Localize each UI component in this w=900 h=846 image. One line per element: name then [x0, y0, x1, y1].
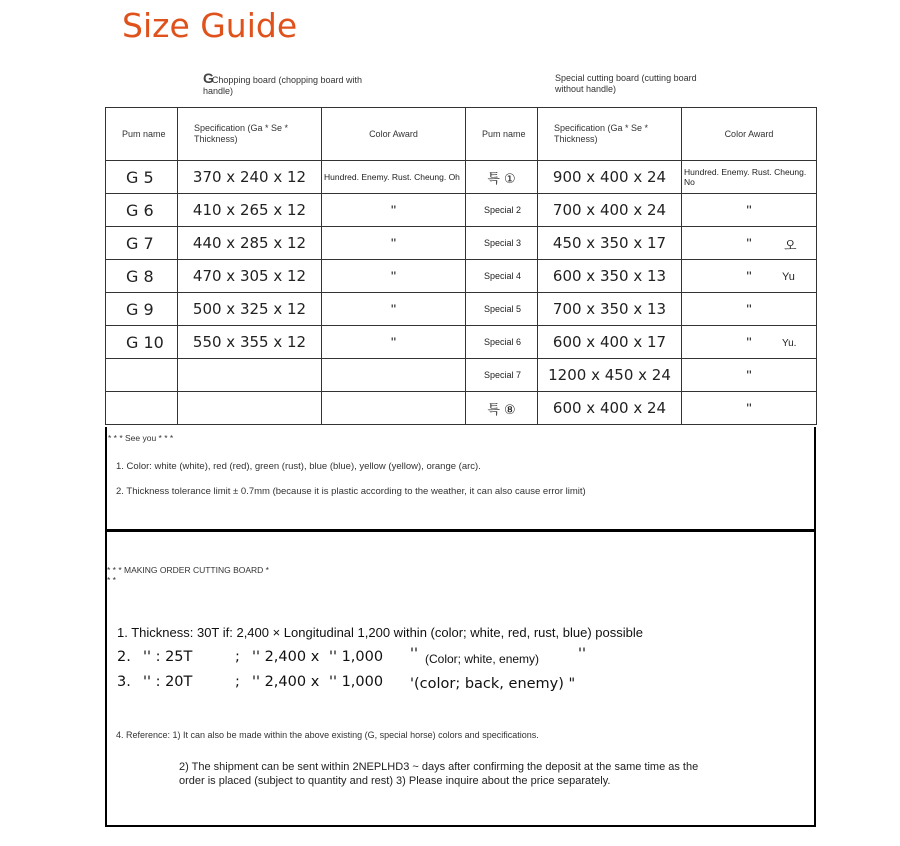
item-name: G 8 — [106, 260, 178, 293]
order-line-3-color: '(color; back, enemy) " — [410, 676, 576, 692]
table-row — [106, 161, 817, 194]
item-spec: 600 x 350 x 13 — [538, 260, 682, 293]
notes-box — [105, 427, 816, 531]
item-name: Special 6 — [466, 326, 538, 359]
item-spec: 700 x 350 x 13 — [538, 293, 682, 326]
item-name: Special 2 — [466, 194, 538, 227]
item-spec: 600 x 400 x 17 — [538, 326, 682, 359]
item-name: 특 ① — [466, 161, 538, 194]
item-spec: 500 x 325 x 12 — [178, 293, 322, 326]
table-row — [106, 293, 817, 326]
table-row — [106, 194, 817, 227]
order-line-2-thick: '' : 25T — [143, 649, 193, 665]
order-line-3-length: '' 1,000 — [329, 674, 384, 690]
table-header-row — [106, 108, 817, 161]
order-line-2-ditto: '' — [410, 646, 418, 662]
order-line-3-no: 3. — [117, 674, 131, 690]
item-name — [106, 359, 178, 392]
item-color: '' — [322, 326, 466, 359]
order-line-2-width: '' 2,400 x — [252, 649, 320, 665]
side-mark: Yu. — [782, 338, 797, 349]
item-name: Special 3 — [466, 227, 538, 260]
item-spec: 700 x 400 x 24 — [538, 194, 682, 227]
order-line-2-end: '' — [578, 646, 586, 662]
note-color: 1. Color: white (white), red (red), green (rust), blue (blue), yellow (yellow), orange (arc). — [116, 461, 481, 472]
side-mark: 오 — [784, 239, 797, 254]
order-line-2-sep: ; — [235, 649, 240, 665]
order-line-3-thick: '' : 20T — [143, 674, 193, 690]
size-table — [105, 107, 817, 425]
item-spec: 900 x 400 x 24 — [538, 161, 682, 194]
item-color: Hundred. Enemy. Rust. Cheung. Oh — [322, 161, 466, 194]
item-name: G 10 — [106, 326, 178, 359]
item-color — [322, 392, 466, 425]
header-color-left: Color Award — [322, 108, 466, 161]
header-name-right: Pum name — [466, 108, 538, 161]
item-spec: 440 x 285 x 12 — [178, 227, 322, 260]
item-color: '' — [682, 227, 817, 260]
right-caption: Special cutting board (cutting board without handle) — [555, 73, 697, 94]
page-title: Size Guide — [122, 6, 298, 45]
item-name: G 9 — [106, 293, 178, 326]
item-color — [322, 359, 466, 392]
item-spec — [178, 392, 322, 425]
item-color: '' — [682, 260, 817, 293]
see-you-heading: * * * See you * * * — [108, 433, 174, 443]
reference-note-2: 2) The shipment can be sent within 2NEPLHD3 ~ days after confirming the deposit at the same time as the order is placed (subject to quantity and rest) 3) Please inquire about the price separately. — [179, 761, 699, 787]
reference-note: 4. Reference: 1) It can also be made within the above existing (G, special horse) colors and specifications. — [116, 730, 539, 740]
header-spec-left: Specification (Ga * Se * Thickness) — [178, 108, 322, 161]
item-name: G 7 — [106, 227, 178, 260]
item-spec: 410 x 265 x 12 — [178, 194, 322, 227]
table-row — [106, 392, 817, 425]
order-line-2-color: (Color; white, enemy) — [425, 652, 540, 666]
table-row — [106, 227, 817, 260]
item-color: '' — [322, 260, 466, 293]
item-spec: 600 x 400 x 24 — [538, 392, 682, 425]
item-name: G 6 — [106, 194, 178, 227]
item-spec: 550 x 355 x 12 — [178, 326, 322, 359]
item-color: '' — [682, 326, 817, 359]
item-color: '' — [682, 392, 817, 425]
header-name-left: Pum name — [106, 108, 178, 161]
item-color: '' — [682, 359, 817, 392]
left-caption-mark: G — [203, 70, 214, 86]
item-name: Special 7 — [466, 359, 538, 392]
item-color: '' — [322, 194, 466, 227]
item-name: 특 ⑧ — [466, 392, 538, 425]
item-color: Hundred. Enemy. Rust. Cheung. No — [682, 161, 817, 194]
left-caption: GChopping board (chopping board with handle) — [203, 70, 362, 96]
item-spec: 1200 x 450 x 24 — [538, 359, 682, 392]
item-color: '' — [682, 194, 817, 227]
item-color: '' — [682, 293, 817, 326]
item-name: G 5 — [106, 161, 178, 194]
header-spec-right: Specification (Ga * Se * Thickness) — [538, 108, 682, 161]
item-spec: 370 x 240 x 12 — [178, 161, 322, 194]
item-name: Special 5 — [466, 293, 538, 326]
item-color: '' — [322, 227, 466, 260]
order-line-1: 1. Thickness: 30T if: 2,400 × Longitudinal 1,200 within (color; white, red, rust, blue) possible — [117, 625, 643, 640]
table-row — [106, 359, 817, 392]
item-name — [106, 392, 178, 425]
order-line-3-width: '' 2,400 x — [252, 674, 320, 690]
header-color-right: Color Award — [682, 108, 817, 161]
table-row — [106, 326, 817, 359]
order-line-2-length: '' 1,000 — [329, 649, 384, 665]
order-title: * * * MAKING ORDER CUTTING BOARD * — [107, 565, 269, 575]
item-spec: 470 x 305 x 12 — [178, 260, 322, 293]
side-mark: Yu — [782, 271, 795, 283]
item-spec — [178, 359, 322, 392]
note-tolerance: 2. Thickness tolerance limit ± 0.7mm (because it is plastic according to the weather, it can also cause error limit) — [116, 486, 586, 497]
order-line-3-sep: ; — [235, 674, 240, 690]
item-color: '' — [322, 293, 466, 326]
item-spec: 450 x 350 x 17 — [538, 227, 682, 260]
item-name: Special 4 — [466, 260, 538, 293]
table-row — [106, 260, 817, 293]
order-line-2-no: 2. — [117, 649, 131, 665]
order-title-tail: * * — [107, 575, 116, 585]
